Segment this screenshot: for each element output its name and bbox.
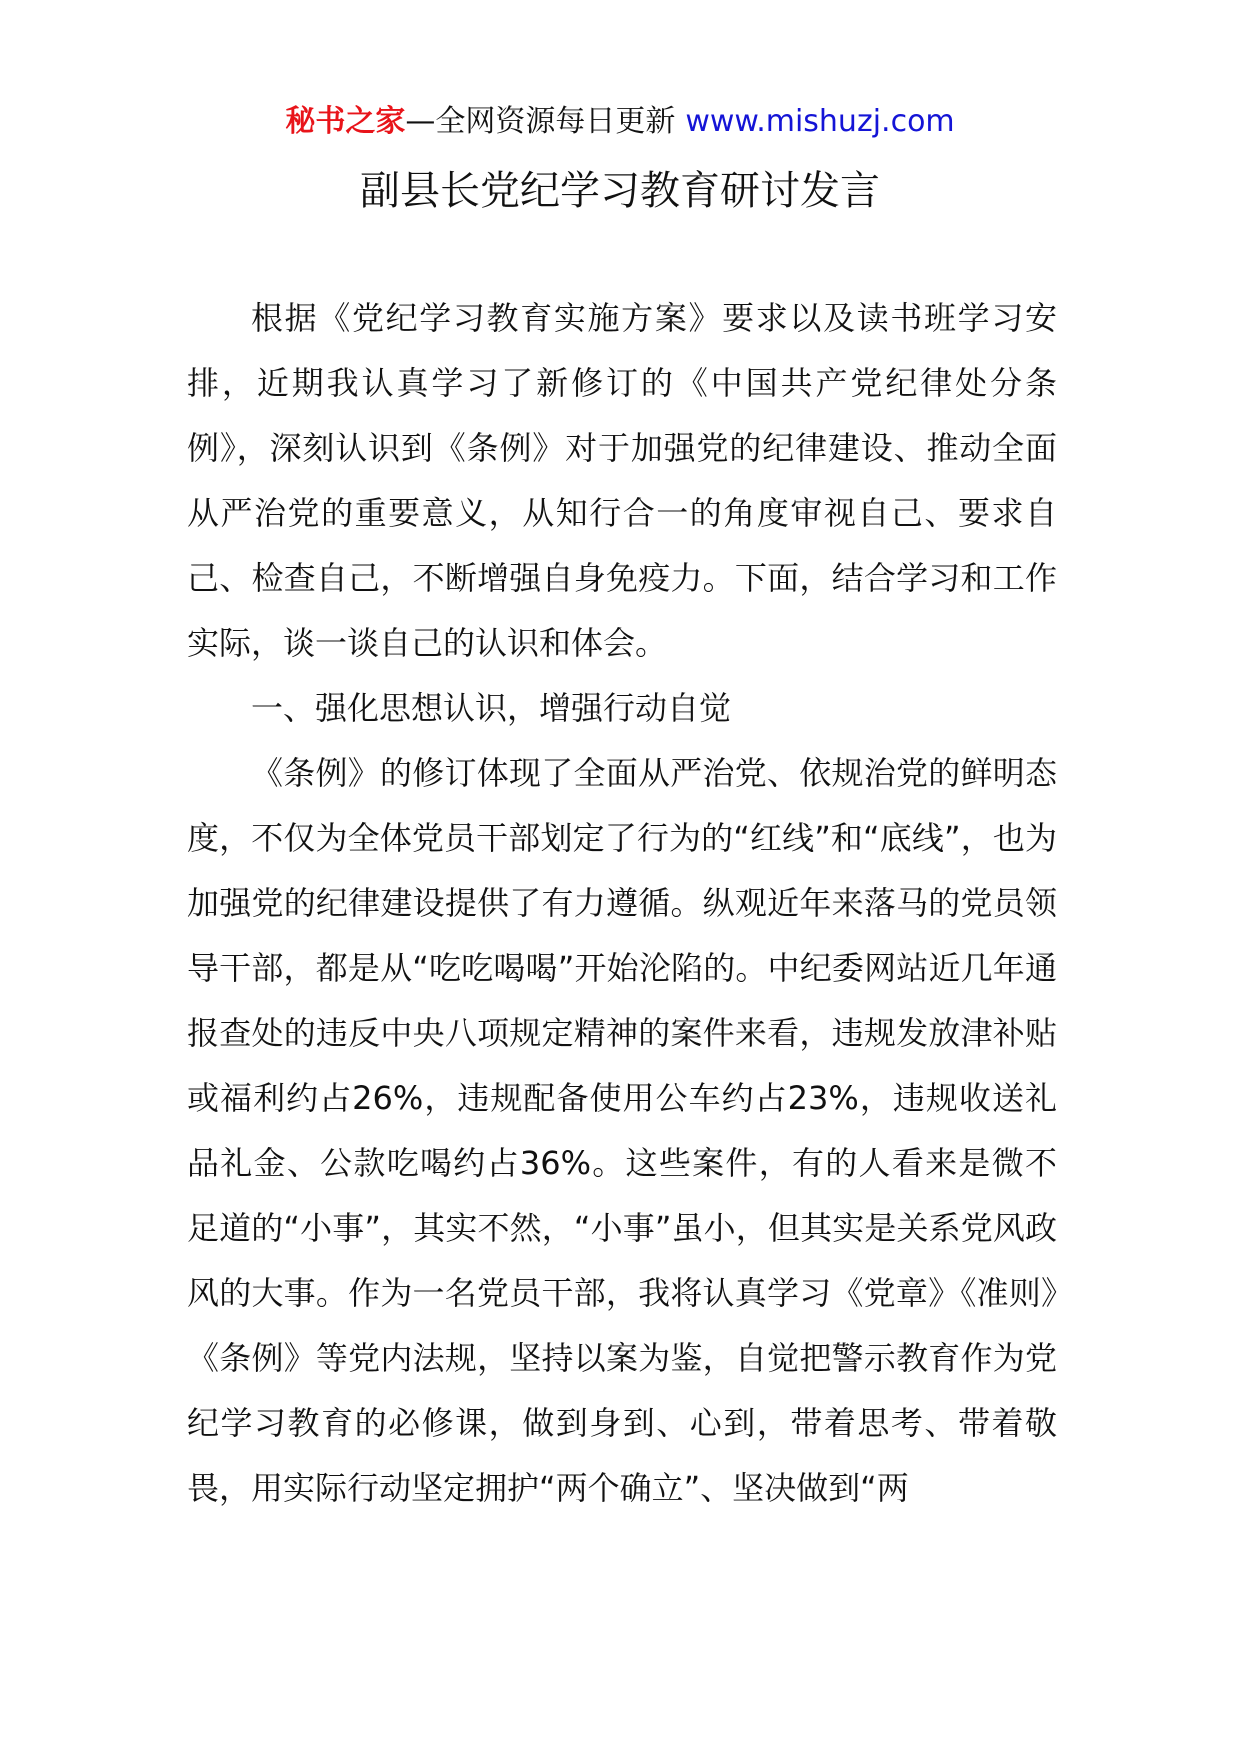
intro-paragraph: 根据《党纪学习教育实施方案》要求以及读书班学习安排，近期我认真学习了新修订的《中国共产党纪律处分条例》，深刻认识到《条例》对于加强党的纪律建设、推动全面从严治党的重要意义，从知行合一的角度审视自己、要求自己、检查自己，不断增强自身免疫力。下面，结合学习和工作实际，谈一谈自己的认识和体会。: [187, 299, 1057, 662]
document-title: 副县长党纪学习教育研讨发言: [360, 168, 880, 214]
site-url-link[interactable]: www.mishuzj.com: [685, 104, 955, 139]
document-body: [187, 286, 1057, 1521]
site-brand: 秘书之家: [285, 104, 406, 139]
site-header-banner: [0, 100, 1240, 144]
body-paragraph: 《条例》的修订体现了全面从严治党、依规治党的鲜明态度，不仅为全体党员干部划定了行为的“红线”和“底线”，也为加强党的纪律建设提供了有力遵循。纵观近年来落马的党员领导干部，都是从“吃吃喝喝”开始沦陷的。中纪委网站近几年通报查处的违反中央八项规定精神的案件来看，违规发放津补贴或福利约占26%，违规配备使用公车约占23%，违规收送礼品礼金、公款吃喝约占36%。这些案件，有的人看来是微不足道的“小事”，其实不然，“小事”虽小，但其实是关系党风政风的大事。作为一名党员干部，我将认真学习《党章》《准则》《条例》等党内法规，坚持以案为鉴，自觉把警示教育作为党纪学习教育的必修课，做到身到、心到，带着思考、带着敬畏，用实际行动坚定拥护“两个确立”、坚决做到“两: [187, 754, 1057, 1507]
section-heading: 一、强化思想认识，增强行动自觉: [251, 689, 732, 727]
site-tagline: —全网资源每日更新: [405, 104, 676, 139]
